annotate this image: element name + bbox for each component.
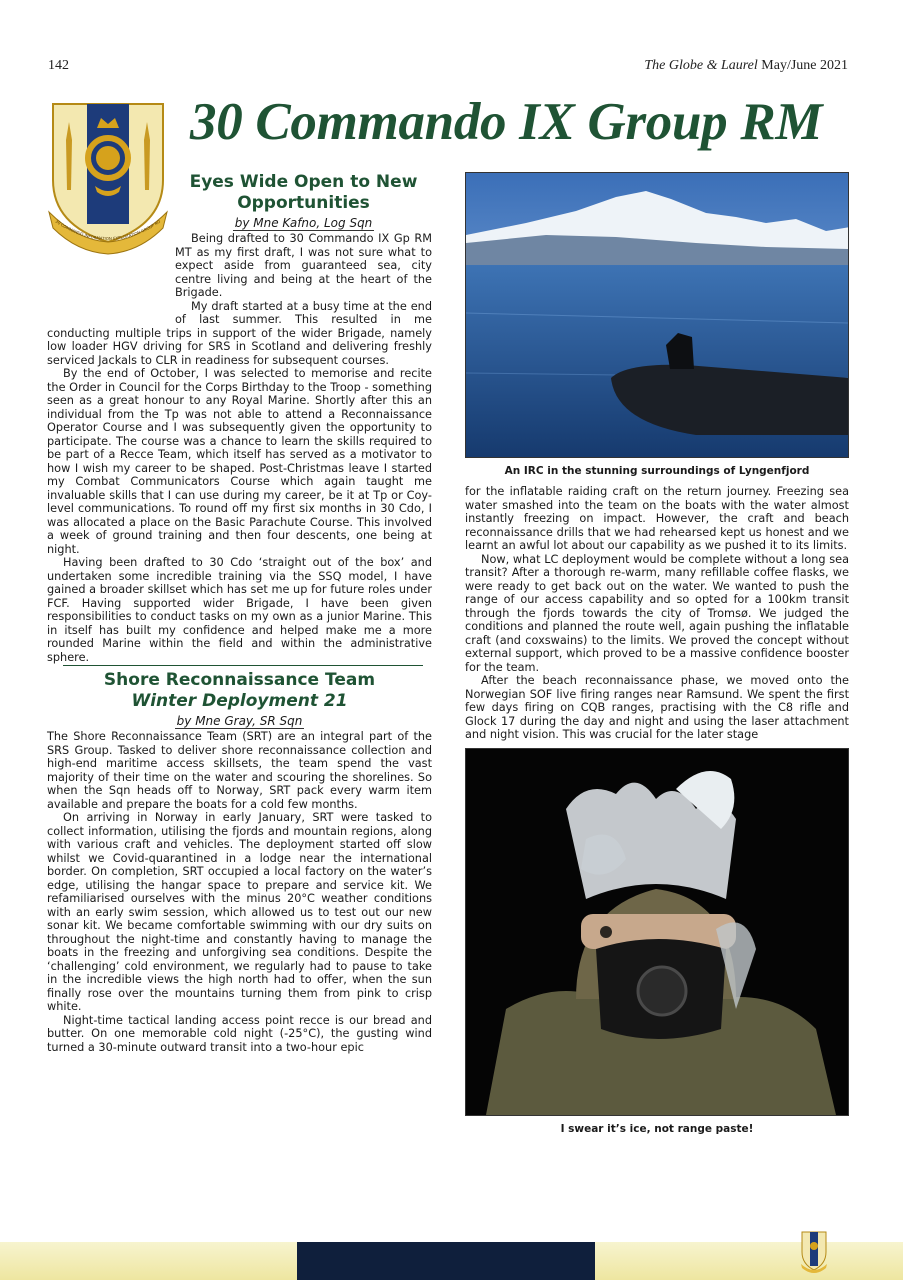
article1-paragraph: My draft started at a busy time at the end of last summer. This resulted in me conducting multiple trips in support of the wider Brigade, namely low loader HGV driving for SRS in Scotland and delivering freshly serviced Jackals to CLR in readiness for subsequent courses. [47,299,432,367]
running-head [644,58,848,74]
article2-paragraph: Now, what LC deployment would be complete without a long sea transit? After a thorough re-warm, many refillable coffee flasks, we were ready to get back out on the water. We wanted to push the range of our access capability and so opted for a 100km transit through the fjords towards the city of Tromsø. We judged the conditions and planned the route well, again pushing the inflatable craft (and coxswains) to the limits. We proved the concept without external support, which proved to be a massive confidence booster for the team. [465,552,849,674]
right-column [465,172,849,1143]
page-number: 142 [48,58,69,73]
article1-title: Eyes Wide Open to New Opportunities [189,172,418,213]
article2-paragraph: for the inflatable raiding craft on the return journey. Freezing sea water smashed into the team on the boats with the water almost instantly freezing on impact. However, the craft and beach reconnaissance drills that we had rehearsed kept us honest and we learnt an awful lot about our capability as we pushed it to its limits. [465,485,849,552]
section-divider [63,665,423,666]
top-photo-caption: An IRC in the stunning surroundings of Lyngenfjord [504,465,810,477]
page-headline: 30 Commando IX Group RM [190,93,823,151]
magazine-title: The Globe & Laurel [644,58,758,73]
article2-byline: by Mne Gray, SR Sqn [176,714,303,728]
issue-date: May/June 2021 [761,58,848,73]
article2-title: Shore Reconnaissance Team Winter Deployment 21 [47,670,432,712]
footer-crest-icon [800,1230,828,1274]
article1-paragraph: By the end of October, I was selected to memorise and recite the Order in Council for the Corps Birthday to the Troop - something seen as a great honour to any Royal Marine. Shortly after this an individual from the Tp was not able to attend a Reconnaissance Operator Course and I was subsequently given the opportunity to participate. The course was a chance to learn the skills required to be part of a Recce Team, which itself has served as a motivator to how I wish my career to be shaped. Post-Christmas leave I started my Combat Communicators Course which again taught me invaluable skills that I can use during my career, be it at Tp or Coy-level communications. To round off my first six months in 30 Cdo, I was allocated a place on the Basic Parachute Course. This involved a week of ground training and then four descents, one being at night. [47,367,432,556]
fjord-boat-image [466,173,849,457]
article1-paragraph: Having been drafted to 30 Cdo ‘straight out of the box’ and undertaken some incredible training via the SSQ model, I have gained a broader skillset which has set me up for future roles under FCF. Having supported wider Brigade, I have been given responsibilities to conduct tasks on my own as a junior Marine. This in itself has built my confidence and helped make me a more rounded Marine within the field and within the administrative sphere. [47,556,432,664]
footer-navy-block [297,1242,595,1280]
article2-subtitle: Winter Deployment 21 [131,691,348,711]
iced-helmet-image [466,749,849,1115]
left-column [47,172,432,1054]
iced-helmet-photo [465,748,849,1116]
article2-paragraph: The Shore Reconnaissance Team (SRT) are an integral part of the SRS Group. Tasked to deliver shore reconnaissance collection and high-end maritime access skillsets, the team spend the vast majority of their time on the water and scouring the shorelines. So when the Sqn heads off to Norway, SRT pack every warm item available and prepare the boats for a cold few months. [47,730,432,811]
bottom-photo-caption: I swear it’s ice, not range paste! [560,1122,754,1135]
article1-byline: by Mne Kafno, Log Sqn [234,216,373,230]
article2-paragraph: On arriving in Norway in early January, SRT were tasked to collect information, utilising the fjords and mountain regions, along with various craft and vehicles. The deployment started off slow whilst we Covid-quarantined in a lodge near the international border. On completion, SRT occupied a local factory on the water’s edge, utilising the hangar space to prepare and service kit. We refamiliarised ourselves with the minus 20°C weather conditions with an early swim session, which allowed us to test out our new sonar kit. We became comfortable swimming with our dry suits on throughout the night-time and constantly having to manage the boats in the freezing and unforgiving sea conditions. Despite the ‘challenging’ cold environment, we regularly had to pause to take in the incredible views the high north had to offer, when the sun finally rose over the mountains turning them from pink to crisp white. [47,811,432,1013]
article2-paragraph: Night-time tactical landing access point recce is our bread and butter. On one memorable cold night (-25°C), the gusting wind turned a 30-minute outward transit into a two-hour epic [47,1013,432,1054]
crest-motto: 30 COMMANDO INFORMATION EXPLOITATION GROUP RO [54,218,162,242]
article2-paragraph: After the beach reconnaissance phase, we moved onto the Norwegian SOF live firing ranges near Ramsund. We spent the first few days firing on CQB ranges, practising with the C8 rifle and Glock 17 during the day and night and using the laser attachment and night vision. This was crucial for the later stage [465,674,849,741]
fjord-boat-photo [465,172,849,458]
article1-paragraph: Being drafted to 30 Commando IX Gp RM MT as my first draft, I was not sure what to expect aside from guaranteed sea, city centre living and being at the heart of the Brigade. [175,232,432,299]
